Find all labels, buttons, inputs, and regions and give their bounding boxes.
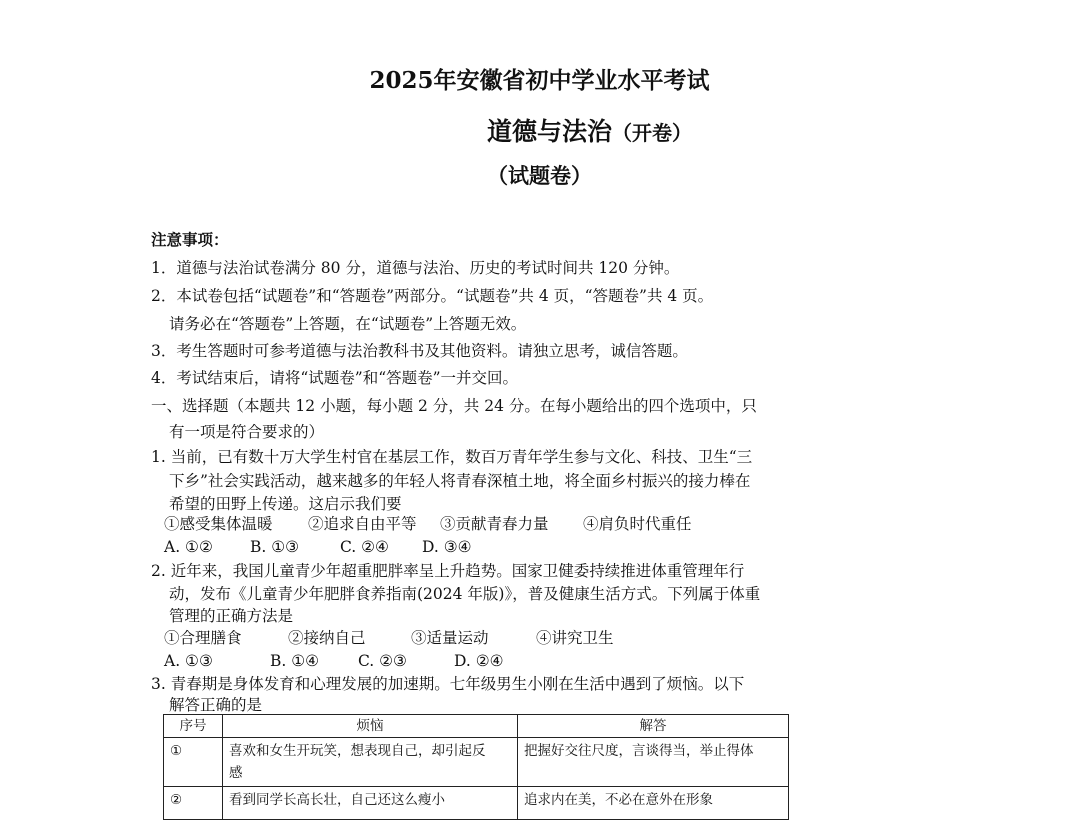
note-item: 4．考试结束后，请将“试题卷”和“答题卷”一并交回。 [151, 369, 519, 387]
section-heading-cont: 有一项是符合要求的） [169, 423, 325, 441]
subject-note: （开卷） [612, 121, 692, 145]
row-answer: 把握好交往尺度，言谈得当，举止得体 [518, 738, 789, 787]
q1-option-a: A. ①② [164, 538, 213, 556]
row-number: ② [164, 787, 223, 820]
note-item: 2．本试卷包括“试题卷”和“答题卷”两部分。“试题卷”共 4 页，“答题卷”共 4 页。 [151, 287, 714, 305]
q1-statement: ②追求自由平等 [308, 515, 417, 533]
paper-type: （试题卷） [487, 163, 592, 188]
q1-statement: ③贡献青春力量 [440, 515, 549, 533]
q1-statement: ①感受集体温暖 [164, 515, 273, 533]
q3-stem-line: 解答正确的是 [169, 696, 263, 714]
exam-title: 2025年安徽省初中学业水平考试 [369, 67, 710, 94]
row-answer: 追求内在美，不必在意外在形象 [518, 787, 789, 820]
section-heading: 一、选择题（本题共 12 小题，每小题 2 分，共 24 分。在每小题给出的四个选项中，只 [151, 397, 757, 415]
row-number: ① [164, 738, 223, 787]
q2-statement: ①合理膳食 [164, 629, 242, 647]
q2-option-b: B. ①④ [270, 652, 320, 670]
row-trouble-line: 看到同学长高长壮，自己还这么瘦小 [229, 792, 445, 808]
q2-stem-line: 2. 近年来，我国儿童青少年超重肥胖率呈上升趋势。国家卫健委持续推进体重管理年行 [151, 562, 745, 580]
q3-stem-line: 3. 青春期是身体发育和心理发展的加速期。七年级男生小刚在生活中遇到了烦恼。以下 [151, 675, 745, 693]
note-item: 1．道德与法治试卷满分 80 分，道德与法治、历史的考试时间共 120 分钟。 [151, 259, 680, 277]
q1-stem-line: 下乡”社会实践活动，越来越多的年轻人将青春深植土地，将全面乡村振兴的接力棒在 [169, 472, 751, 490]
subject-title [50, 112, 1079, 148]
row-trouble [223, 787, 518, 820]
q1-option-b: B. ①③ [250, 538, 300, 556]
row-trouble [223, 738, 518, 787]
table-header-no: 序号 [164, 715, 223, 738]
q2-stem-line: 动，发布《儿童青少年肥胖食养指南(2024 年版)》，普及健康生活方式。下列属于体重 [169, 585, 761, 603]
note-item: 3．考生答题时可参考道德与法治教科书及其他资料。请独立思考，诚信答题。 [151, 342, 688, 360]
q2-option-c: C. ②③ [358, 652, 407, 670]
q2-statement: ④讲究卫生 [536, 629, 614, 647]
table-header-trouble: 烦恼 [223, 715, 518, 738]
q3-table [163, 714, 789, 820]
row-trouble-line: 感 [229, 765, 243, 781]
notes-heading: 注意事项： [151, 230, 229, 249]
q2-statement: ②接纳自己 [288, 629, 366, 647]
table-row [164, 738, 789, 787]
q1-option-c: C. ②④ [340, 538, 389, 556]
table-header-row [164, 715, 789, 738]
row-trouble-line: 喜欢和女生开玩笑，想表现自己，却引起反 [229, 743, 486, 759]
q1-statement: ④肩负时代重任 [583, 515, 692, 533]
subject-name: 道德与法治 [486, 117, 612, 146]
q1-stem-line: 1. 当前，已有数十万大学生村官在基层工作，数百万青年学生参与文化、科技、卫生“三 [151, 448, 753, 466]
note-item: 请务必在“答题卷”上答题，在“试题卷”上答题无效。 [169, 315, 527, 333]
table-row [164, 787, 789, 820]
q2-option-a: A. ①③ [164, 652, 213, 670]
q1-option-d: D. ③④ [422, 538, 472, 556]
q1-stem-line: 希望的田野上传递。这启示我们要 [169, 495, 402, 513]
q2-statement: ③适量运动 [411, 629, 489, 647]
q2-option-d: D. ②④ [454, 652, 504, 670]
table-header-answer: 解答 [518, 715, 789, 738]
q2-stem-line: 管理的正确方法是 [169, 607, 294, 625]
